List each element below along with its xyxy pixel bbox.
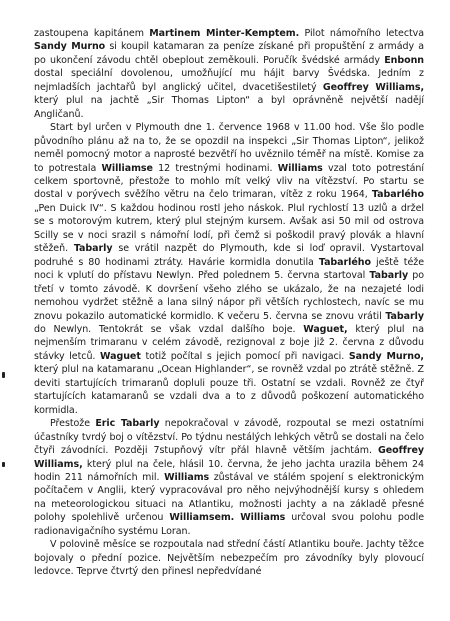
- text-run: vzal toto potrestání celkem sportovně, přestože to mohlo mít velký vliv na vítězství. Po startu se dostal v porývech svěžího větru na čelo trimaran, vítěz z roku 1964,: [34, 162, 424, 201]
- bold-name: Tabarly: [369, 270, 409, 282]
- text-run: zůstával ve stálém spojení s elektronickým počítačem v Anglii, který vypracovával pro něho nejvýhodnější kursy s ohledem na meteorologickou situaci na Atlantiku, možnosti jachty a na základě přesné polohy spolehlivě určenou: [34, 471, 424, 524]
- text-run: Start byl určen v Plymouth dne 1. července 1968 v 11.00 hod. Vše šlo podle původního plánu až na to, že se opozdil na inspekci „Sir Thomas Lipton“, jelikož neměl pomocný motor a naprosté bezvětří ho uvěznilo téměř na místě. Komise za to potrestala: [34, 122, 424, 174]
- bold-name: Tabarly: [385, 310, 424, 322]
- text-run: totiž počítal s jejich pomocí při navigaci.: [140, 350, 349, 362]
- bold-name: Williams: [277, 162, 323, 174]
- paragraph: [34, 27, 424, 121]
- text-run: který plul na jachtě „Sir Thomas Lipton“ a byl oprávněně největší nadějí Angličanů.: [34, 95, 424, 120]
- bold-name: Tabarlého: [371, 189, 424, 201]
- bold-name: Eric Tabarly: [95, 418, 160, 430]
- text-run: který plul na nejmenším trimaranu v celém závodě, rezignoval z boje již 2. června z důvodu stávky letců.: [34, 323, 424, 362]
- text-run: Pilot námořního letectva: [299, 28, 425, 39]
- paragraph: [34, 121, 424, 417]
- text-run: zastoupena kapitánem: [34, 28, 150, 39]
- text-run: určoval svou polohu podle radionavigačního systému Loran.: [34, 512, 424, 537]
- text-run: který plul na čele, hlásil 10. června, že jeho jachta urazila během 24 hodin 211 námořních mil.: [34, 458, 424, 483]
- bold-name: Waguet: [100, 350, 141, 362]
- bold-name: Tabarly: [73, 243, 113, 255]
- bold-name: Sandy Murno,: [348, 350, 424, 362]
- text-run: se vrátil nazpět do Plymouth, kde si loď opravil. Vystartoval podruhé s 80 hodinami ztráty. Havárie kormidla donutila: [34, 243, 424, 268]
- text-run: který plul na katamaranu „Ocean Highlander“, se rovněž vzdal po ztrátě stěžně. Z deviti startujících trimaranů dopluli pouze tři. Ostatní se vzdali. Rovněž ze čtyř startujících katamaranů se vzdali dva a to z důvodů poškození automatického kormidla.: [34, 364, 424, 416]
- text-run: V polovině měsíce se rozpoutala nad střední částí Atlantiku bouře. Jachty těžce bojovaly o přední pozice. Největším nebezpečím pro závodníky byly plovoucí ledovce. Teprve čtvrtý den přinesl nepředvídané: [34, 539, 424, 578]
- bold-name: Geoffrey Williams,: [34, 445, 424, 470]
- text-run: ještě téže noci k vplutí do přístavu Newlyn. Před polednem 5. června startoval: [34, 256, 424, 282]
- bold-name: Sandy Murno: [34, 41, 106, 53]
- paragraph: [34, 417, 424, 538]
- text-run: dostal speciální dovolenou, umožňující mu hájit barvy Švédska. Jedním z nejmladších jachtařů byl anglický učitel, dvacetišestiletý: [34, 68, 424, 93]
- bold-name: Geoffrey Williams,: [322, 81, 424, 93]
- text-run: si koupil katamaran za peníze získané při propuštění z armády a po ukončení závodu chtěl obeplout zeměkouli. Poručík švédské armády: [34, 41, 424, 66]
- bold-name: Williamse: [101, 162, 153, 174]
- bold-name: Williamsem.: [169, 512, 235, 524]
- bold-name: Martinem Minter-Kemptem.: [149, 28, 300, 39]
- paragraph: [34, 538, 424, 578]
- bold-name: Williams: [240, 512, 286, 524]
- text-run: „Pen Duick IV“. S každou hodinou rostl jeho náskok. Plul rychlostí 13 uzlů a držel se s motorovým kutrem, který plul stejným kursem. Avšak asi 50 mil od ostrova Scilly se v noci srazil s námořní lodí, při čemž si poškodil pravý plovák a hlavní stěžeň.: [34, 202, 424, 255]
- text-run: 12 trestnými hodinami.: [152, 162, 278, 174]
- text-run: do Newlyn. Tentokrát se však vzdal dalšího boje.: [34, 323, 304, 335]
- text-run: nepokračoval v závodě, rozpoutal se mezi ostatními účastníky tvrdý boj o vítězství. Po týdnu nestálých lehkých větrů se dostali na čelo čtyři závodníci. Později 7stupňový vítr přál hlavně větším jachtám.: [34, 418, 424, 457]
- bold-name: Enbonn: [384, 54, 424, 66]
- bold-name: Williams: [164, 471, 210, 483]
- margin-mark: [2, 462, 5, 467]
- text-run: Přestože: [50, 418, 96, 430]
- text-run: po třetí v tomto závodě. K dovršení všeho zlého se ukázalo, že na nezajeté lodi nemohou vydržet stěžně a lana silný nápor při větších rychlostech, navíc se mu znovu pokazilo automatické kormidlo. K večeru 5. června se znovu vrátil: [34, 270, 424, 322]
- text-body: [34, 27, 424, 579]
- bold-name: Waguet,: [303, 323, 348, 335]
- bold-name: Tabarlého: [318, 256, 371, 268]
- margin-mark: [2, 372, 5, 378]
